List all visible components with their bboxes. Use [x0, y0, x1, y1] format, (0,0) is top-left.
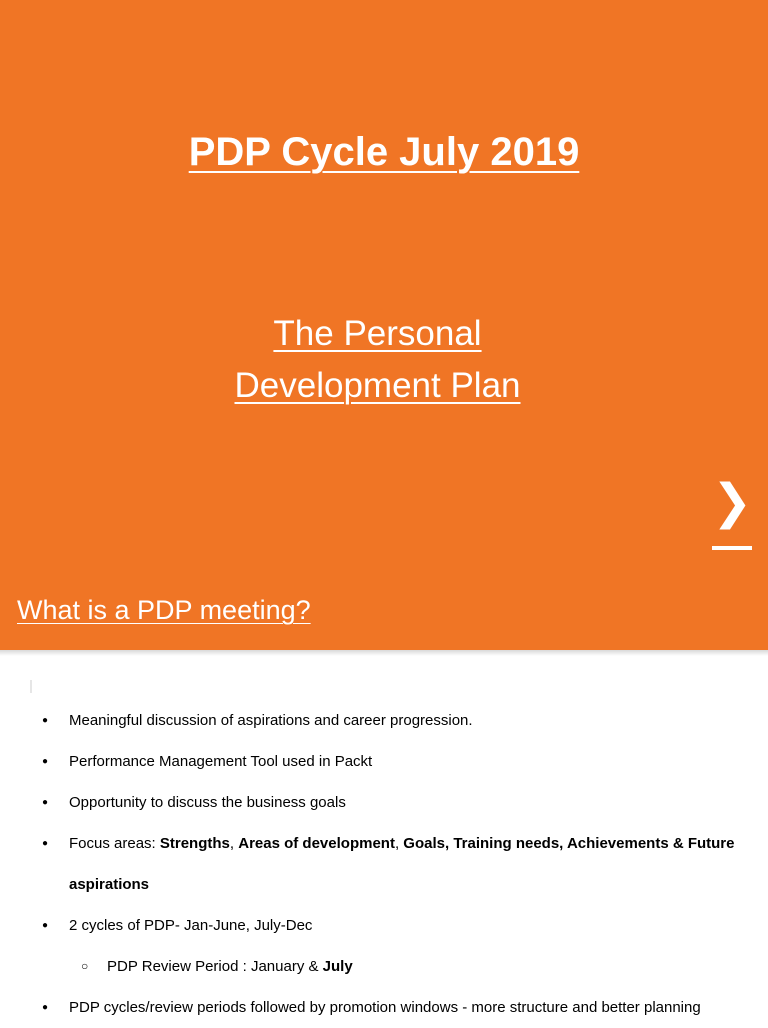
hollow-bullet-icon: ○ [81, 959, 89, 973]
bullet-icon: ● [42, 797, 49, 808]
list-item: ● PDP cycles/review periods followed by promotion windows - more structure and better planning [0, 987, 768, 1028]
list-item: ● Performance Management Tool used in Packt [0, 741, 768, 782]
list-item-continuation: aspirations [69, 876, 150, 893]
text-cursor [30, 680, 32, 693]
section-heading: What is a PDP meeting? [17, 595, 311, 625]
page-divider [0, 650, 768, 656]
sub-list-item: ○ PDP Review Period : January & July [0, 946, 768, 987]
list-item: ● 2 cycles of PDP- Jan-June, July-Dec [0, 905, 768, 946]
chevron-right-icon: ❯ [712, 476, 753, 529]
subtitle-line-1: The Personal [273, 314, 482, 353]
slide-subtitle [0, 308, 755, 412]
bullet-icon: ● [42, 715, 49, 726]
subtitle-line-2: Development Plan [234, 366, 521, 405]
bullet-icon: ● [42, 1002, 49, 1013]
list-item: ● Meaningful discussion of aspirations and career progression. [0, 700, 768, 741]
bullet-icon: ● [42, 920, 49, 931]
bullet-icon: ● [42, 838, 49, 849]
bullet-list [0, 700, 768, 1028]
slide-title: PDP Cycle July 2019 [188, 130, 580, 174]
next-slide-button[interactable] [712, 470, 752, 550]
list-item: ● Opportunity to discuss the business goals [0, 782, 768, 823]
bullet-icon: ● [42, 756, 49, 767]
list-item: ● Focus areas: Strengths, Areas of development, Goals, Training needs, Achievements & Future [0, 823, 768, 864]
